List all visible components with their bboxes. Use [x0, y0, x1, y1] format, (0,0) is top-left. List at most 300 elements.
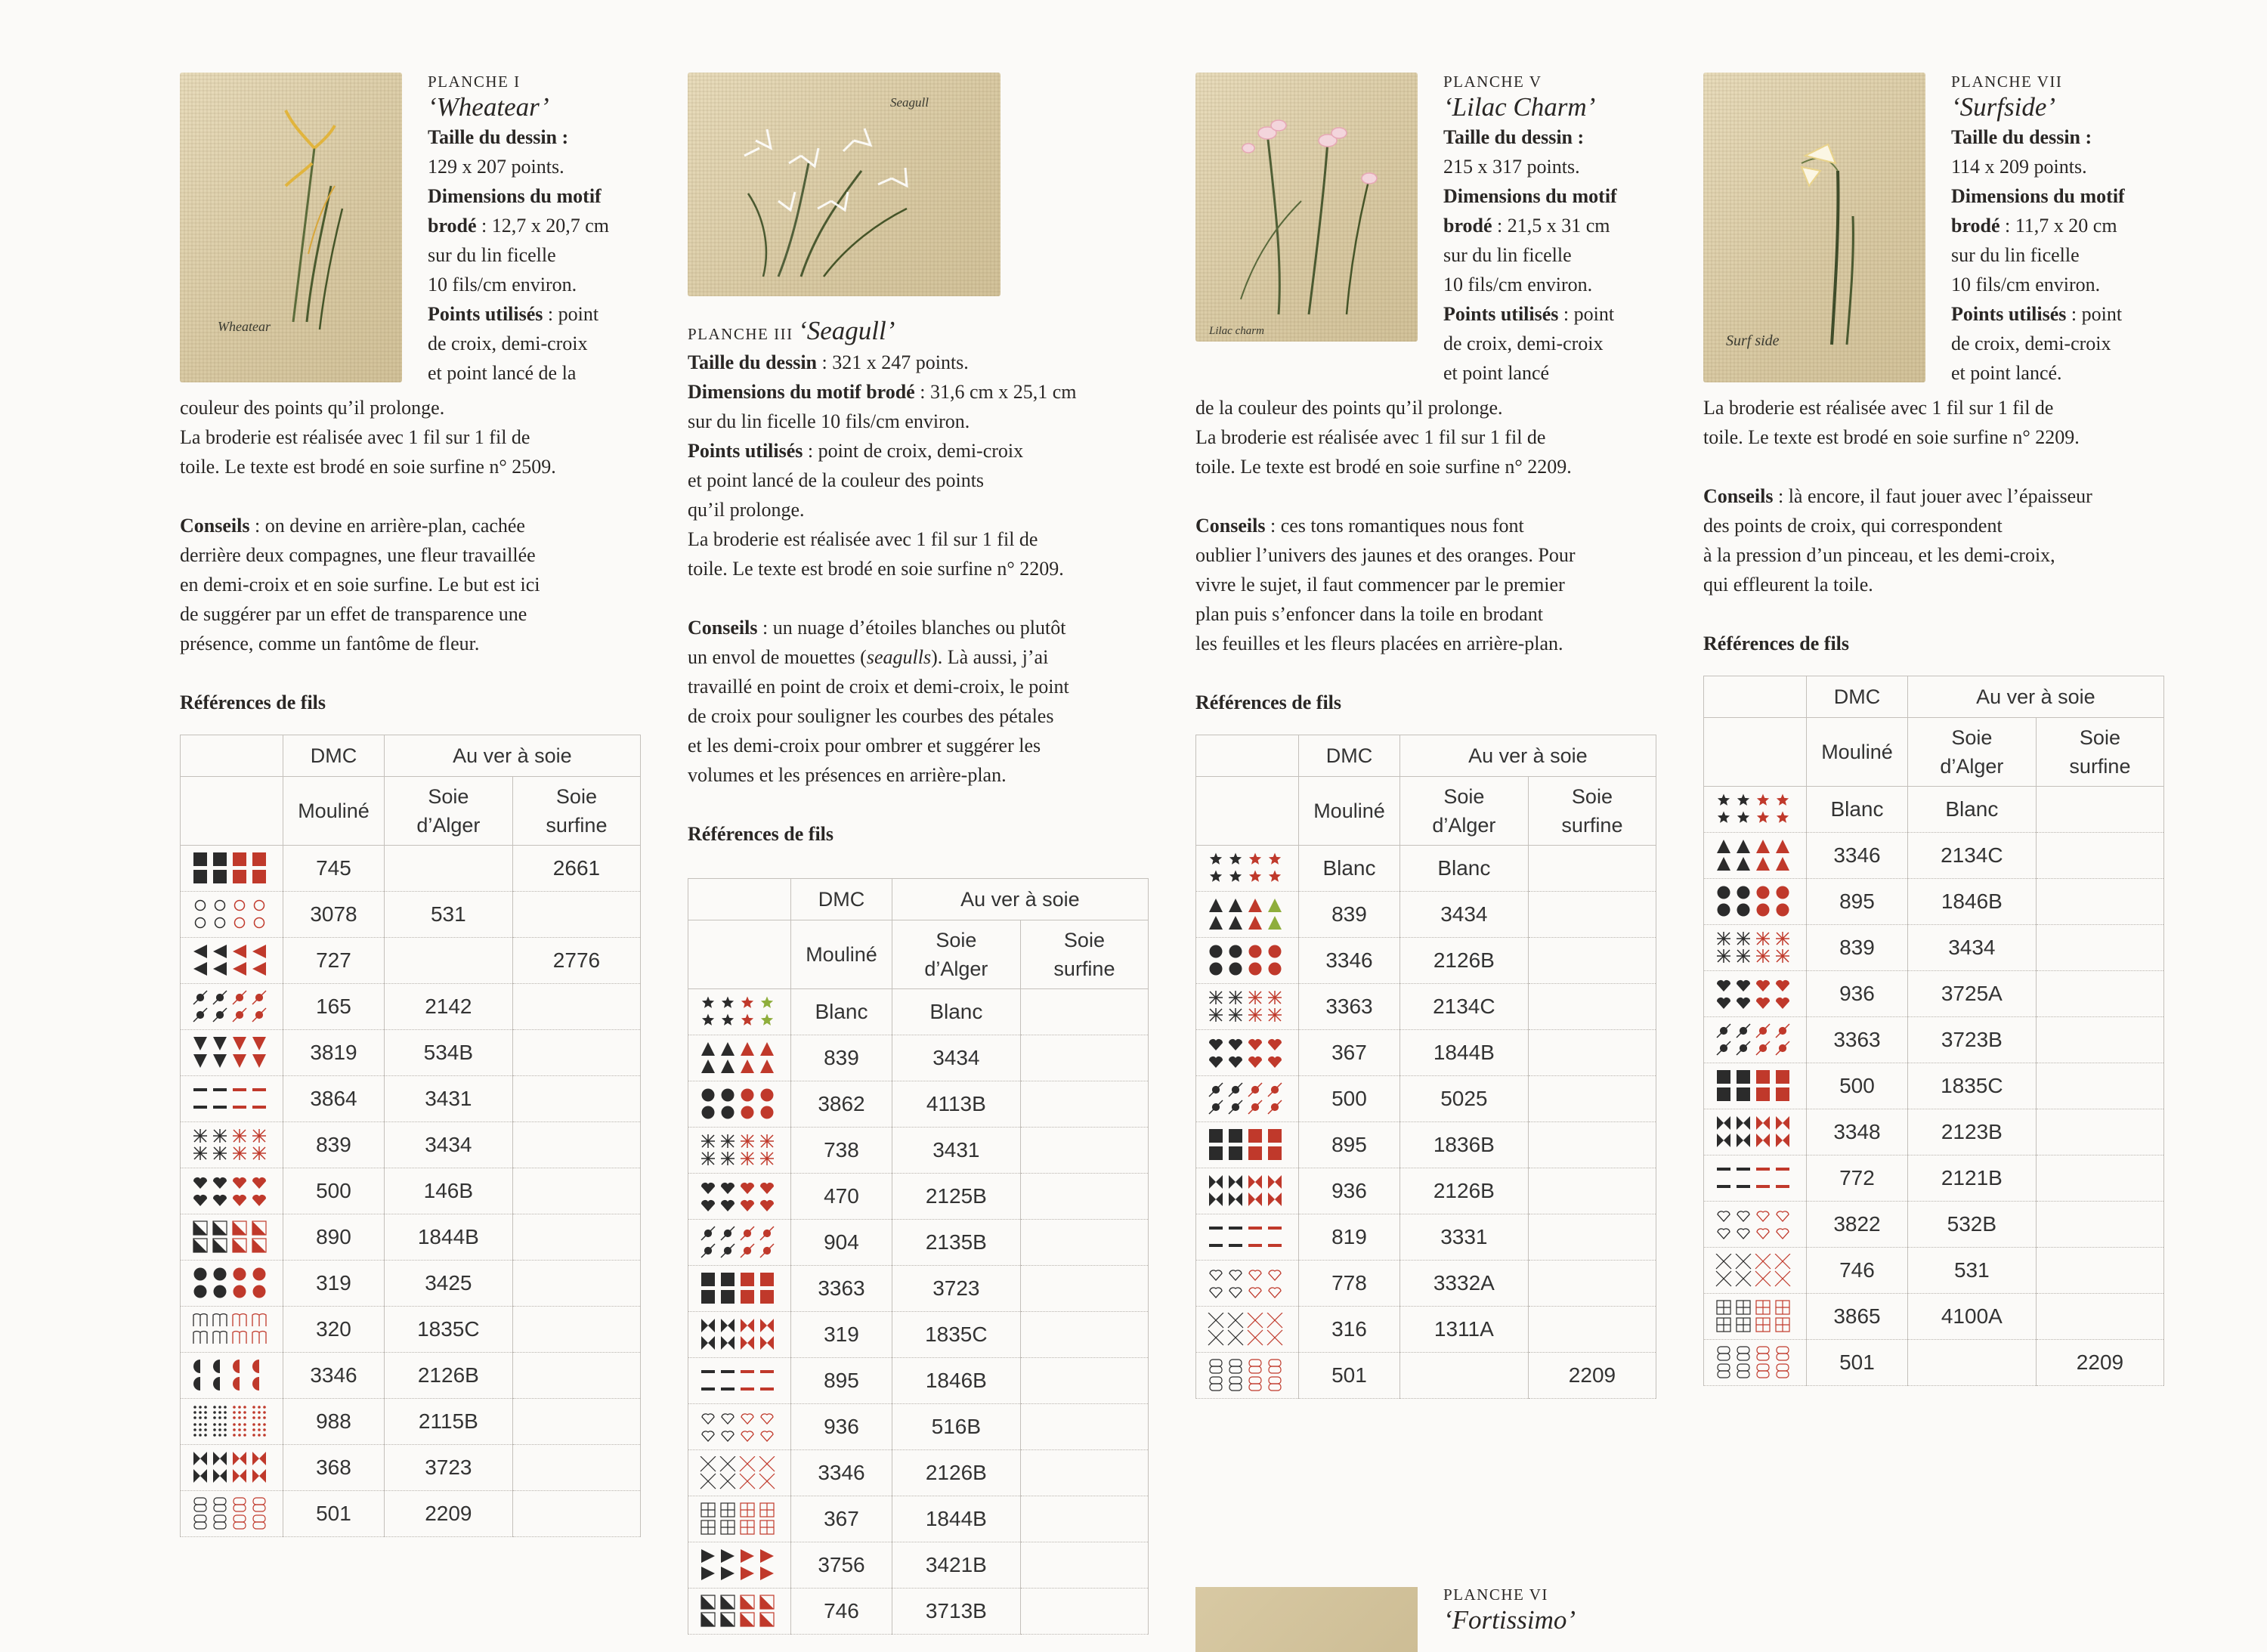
conseils-label: Conseils [180, 515, 250, 537]
alger-value: 3332A [1399, 1261, 1528, 1307]
points-text: : point [2066, 303, 2123, 325]
surfine-value [512, 1030, 640, 1076]
dmc-value: 3346 [791, 1450, 892, 1496]
conseils-text: de croix pour souligner les courbes des pétales [688, 705, 1054, 727]
plate-5-image-caption: Lilac charm [1209, 325, 1264, 337]
conseils-text: travaillé en point de croix et demi-croix, le point [688, 676, 1069, 698]
surfine-value [1020, 1404, 1148, 1450]
conseils-text: les feuilles et les fleurs placées en arrière-plan. [1195, 633, 1563, 654]
points-text: et point lancé. [1951, 362, 2062, 384]
dmc-value: Blanc [791, 989, 892, 1035]
thread-row [181, 1168, 641, 1214]
thread-row [1704, 1294, 2164, 1340]
dots-symbol-icon [192, 1405, 272, 1438]
bowtie-symbol-icon [1208, 1174, 1288, 1208]
alger-value: 3723 [384, 1445, 512, 1491]
body-line: toile. Le texte est brodé en soie surfine n° 2209. [1195, 456, 1572, 478]
conseils-label: Conseils [1703, 485, 1774, 507]
dmc-value: 3346 [1807, 833, 1908, 879]
star-g-symbol-icon [700, 995, 780, 1029]
symbol-cell [688, 1128, 791, 1174]
dims-label-b: brodé [428, 215, 477, 237]
thread-row [688, 1220, 1149, 1266]
symbol-cell [1196, 1076, 1299, 1122]
thread-row [181, 1307, 641, 1353]
thread-row [688, 989, 1149, 1035]
alger-value: 2123B [1907, 1109, 2036, 1155]
conseils-text: : on devine en arrière-plan, cachée [249, 515, 525, 537]
symbol-cell [1704, 1017, 1807, 1063]
alger-value: 3723B [1907, 1017, 2036, 1063]
thread-row [181, 1122, 641, 1168]
tri-up-symbol-icon [1715, 839, 1795, 872]
thread-row [1704, 925, 2164, 971]
conseils-text: qui effleurent la toile. [1703, 574, 1873, 596]
alger-value: 3425 [384, 1261, 512, 1307]
dmc-value: 895 [1807, 879, 1908, 925]
col-header-auver: Au ver à soie [892, 879, 1148, 920]
thread-row [181, 1076, 641, 1122]
fabric-count: 10 fils/cm environ. [428, 274, 577, 295]
dims-value: : 12,7 x 20,7 cm [476, 215, 610, 237]
dmc-value: 319 [283, 1261, 385, 1307]
size-label: Taille du dessin : [1443, 126, 1585, 148]
dash-symbol-icon [192, 1082, 272, 1115]
conseils-text: et les demi-croix pour ombrer et suggérer les [688, 735, 1041, 756]
symbol-cell [181, 1445, 283, 1491]
dmc-value: 3819 [283, 1030, 385, 1076]
plate-title: ‘Lilac Charm’ [1443, 92, 1596, 122]
plate-5-body [1195, 393, 1659, 717]
thread-row [1196, 1261, 1656, 1307]
surfine-value [512, 1491, 640, 1537]
conseils-emphasis: seagulls [866, 646, 932, 668]
alger-value: Blanc [1399, 846, 1528, 892]
dmc-value: 746 [1807, 1248, 1908, 1294]
alger-value: 1835C [384, 1307, 512, 1353]
alger-value: 2209 [384, 1491, 512, 1537]
alger-value: 3725A [1907, 971, 2036, 1017]
heart-symbol-icon [1715, 977, 1795, 1010]
dims-label-b: brodé [1951, 215, 2000, 237]
diag-symbol-icon [1208, 1082, 1288, 1115]
conseils-text: : un nuage d’étoiles blanches ou plutôt [757, 617, 1066, 639]
tri-left-symbol-icon [192, 944, 272, 977]
body-line: La broderie est réalisée avec 1 fil sur 1 fil de [1703, 397, 2054, 419]
symbol-cell [688, 989, 791, 1035]
asterisk-symbol-icon [1715, 931, 1795, 964]
alger-value: 1311A [1399, 1307, 1528, 1353]
halfcircle-symbol-icon [192, 1359, 272, 1392]
surfine-value [2036, 787, 2163, 833]
dmc-value: 3865 [1807, 1294, 1908, 1340]
alger-value: 2135B [892, 1220, 1020, 1266]
conseils-text: à la pression d’un pinceau, et les demi-croix, [1703, 544, 2055, 566]
body-line: toile. Le texte est brodé en soie surfine n° 2209. [1703, 426, 2080, 448]
thread-row [688, 1542, 1149, 1589]
fabric-count: 10 fils/cm environ. [1443, 274, 1593, 295]
symbol-cell [688, 1358, 791, 1404]
col-header-alger: Soie d’Alger [892, 920, 1020, 989]
alger-value: 4113B [892, 1081, 1020, 1128]
star-symbol-icon [1208, 852, 1288, 885]
symbol-cell [1704, 1155, 1807, 1202]
symbol-cell [688, 1174, 791, 1220]
dmc-value: 839 [1807, 925, 1908, 971]
dmc-value: 778 [1299, 1261, 1400, 1307]
surfine-value [1528, 1214, 1656, 1261]
alger-value: 1844B [1399, 1030, 1528, 1076]
symbol-cell [181, 1214, 283, 1261]
surfine-value [1528, 1261, 1656, 1307]
alger-value: 3723 [892, 1266, 1020, 1312]
surfine-value [2036, 1155, 2163, 1202]
dmc-value: 3348 [1807, 1109, 1908, 1155]
alger-value: 2126B [384, 1353, 512, 1399]
dmc-value: 988 [283, 1399, 385, 1445]
points-text: : point [1558, 303, 1615, 325]
alger-value: Blanc [1907, 787, 2036, 833]
symbol-cell [181, 1353, 283, 1399]
dims-label: Dimensions du motif [1951, 185, 2125, 207]
symbol-cell [181, 1030, 283, 1076]
points-text: et point lancé de la couleur des points [688, 469, 985, 491]
thread-table [180, 735, 641, 1537]
thread-row [1704, 1109, 2164, 1155]
col-header-mouline: Mouliné [1807, 718, 1908, 787]
points-text: qu’il prolonge. [688, 499, 805, 521]
plate-5-info [1443, 73, 1662, 388]
surfine-value [1020, 1589, 1148, 1635]
thread-row [181, 1214, 641, 1261]
thread-row [1704, 1340, 2164, 1386]
surfine-value [512, 1168, 640, 1214]
col-header-dmc: DMC [1807, 676, 1908, 718]
symbol-cell [181, 984, 283, 1030]
thread-row [1196, 846, 1656, 892]
surfine-value [512, 1261, 640, 1307]
col-header-dmc: DMC [283, 735, 385, 777]
diag-symbol-icon [700, 1226, 780, 1259]
dash-symbol-icon [1715, 1162, 1795, 1195]
refs-heading: Références de fils [688, 823, 834, 845]
symbol-cell [688, 1450, 791, 1496]
grid-symbol-icon [700, 1502, 780, 1536]
surfine-value [2036, 1063, 2163, 1109]
thread-row [1704, 1063, 2164, 1109]
points-text: : point de croix, demi-croix [803, 440, 1024, 462]
alger-value: 2126B [1399, 1168, 1528, 1214]
dmc-value: 772 [1807, 1155, 1908, 1202]
symbol-cell [1196, 1261, 1299, 1307]
col-header-mouline: Mouliné [791, 920, 892, 989]
symbol-cell [688, 1266, 791, 1312]
points-text: : point [543, 303, 599, 325]
surfine-value [1528, 1307, 1656, 1353]
plate-label: PLANCHE III [688, 325, 793, 343]
symbol-cell [1704, 787, 1807, 833]
plate-label: PLANCHE VI [1443, 1585, 1548, 1604]
symbol-cell [181, 1261, 283, 1307]
col-header-auver: Au ver à soie [1399, 735, 1656, 777]
cross-o-symbol-icon [1715, 1254, 1795, 1287]
surfine-value [2036, 1017, 2163, 1063]
symbol-cell [181, 1399, 283, 1445]
dmc-value: 500 [1299, 1076, 1400, 1122]
alger-value: 3713B [892, 1589, 1020, 1635]
tri-up-symbol-icon [700, 1041, 780, 1075]
eight-symbol-icon [192, 1497, 272, 1530]
thread-row [688, 1266, 1149, 1312]
symbol-cell [688, 1589, 791, 1635]
star-symbol-icon [1715, 793, 1795, 826]
col-header-dmc: DMC [791, 879, 892, 920]
tri-down-symbol-icon [192, 1036, 272, 1069]
symbol-cell [1196, 1353, 1299, 1399]
points-label: Points utilisés [428, 303, 543, 325]
alger-value: 3434 [1399, 892, 1528, 938]
dmc-value: 3822 [1807, 1202, 1908, 1248]
alger-value: 2126B [892, 1450, 1020, 1496]
alger-value [384, 846, 512, 892]
thread-row [181, 984, 641, 1030]
surfine-value [2036, 1294, 2163, 1340]
plate-6-thumbnail [1195, 1587, 1418, 1652]
body-line: La broderie est réalisée avec 1 fil sur 1 fil de [1195, 426, 1546, 448]
cross-o-symbol-icon [700, 1456, 780, 1490]
heart-o-symbol-icon [1208, 1267, 1288, 1300]
thread-row [1196, 1122, 1656, 1168]
dmc-value: 500 [283, 1168, 385, 1214]
col-header-alger: Soie d’Alger [1907, 718, 2036, 787]
alger-value: 1846B [892, 1358, 1020, 1404]
surfine-value [1528, 1030, 1656, 1076]
thread-row [1196, 1168, 1656, 1214]
bowtie-symbol-icon [700, 1318, 780, 1351]
refs-heading: Références de fils [1703, 633, 1850, 654]
alger-value: 532B [1907, 1202, 2036, 1248]
fabric-text: sur du lin ficelle [428, 244, 556, 266]
alger-value: 3431 [384, 1076, 512, 1122]
body-line: de la couleur des points qu’il prolonge. [1195, 397, 1503, 419]
dmc-value: 3864 [283, 1076, 385, 1122]
fabric-text: sur du lin ficelle [1443, 244, 1572, 266]
thread-row [688, 1496, 1149, 1542]
surfine-value [2036, 833, 2163, 879]
surfine-value: 2209 [1528, 1353, 1656, 1399]
dmc-value: 3363 [1299, 984, 1400, 1030]
thread-row [1704, 1248, 2164, 1294]
surfine-value [2036, 925, 2163, 971]
plate-7-thumbnail [1703, 73, 1925, 382]
alger-value: 5025 [1399, 1076, 1528, 1122]
alger-value: Blanc [892, 989, 1020, 1035]
conseils-text: : ces tons romantiques nous font [1265, 515, 1524, 537]
alger-value: 2134C [1399, 984, 1528, 1030]
thread-row [688, 1450, 1149, 1496]
conseils-text: plan puis s’enfoncer dans la toile en brodant [1195, 603, 1543, 625]
heart-o-symbol-icon [1715, 1208, 1795, 1241]
dmc-value: 501 [1299, 1353, 1400, 1399]
surfine-value [1528, 1076, 1656, 1122]
points-text: de croix, demi-croix [428, 333, 588, 354]
plate-1-body [180, 393, 644, 717]
symbol-cell [1196, 984, 1299, 1030]
thread-row [181, 1445, 641, 1491]
refs-heading: Références de fils [1195, 691, 1342, 713]
plate-label: PLANCHE I [428, 73, 521, 91]
col-header-mouline: Mouliné [1299, 777, 1400, 846]
conseils-label: Conseils [688, 617, 758, 639]
plate-1-image-caption: Wheatear [218, 319, 271, 334]
dims-label: Dimensions du motif brodé [688, 381, 915, 403]
dmc-value: 819 [1299, 1214, 1400, 1261]
conseils-text: derrière deux compagnes, une fleur travaillée [180, 544, 536, 566]
alger-value: 1846B [1907, 879, 2036, 925]
surfine-value [512, 1307, 640, 1353]
circle-symbol-icon [192, 1267, 272, 1300]
col-header-auver: Au ver à soie [384, 735, 640, 777]
square-symbol-icon [1715, 1069, 1795, 1103]
thread-row [1196, 1307, 1656, 1353]
dmc-value: 936 [1299, 1168, 1400, 1214]
thread-row [688, 1128, 1149, 1174]
points-label: Points utilisés [1951, 303, 2067, 325]
symbol-cell [1196, 1214, 1299, 1261]
points-label: Points utilisés [688, 440, 803, 462]
size-value: 129 x 207 points. [428, 156, 564, 178]
circle-symbol-icon [1715, 885, 1795, 918]
thread-row [1196, 984, 1656, 1030]
dmc-value: 316 [1299, 1307, 1400, 1353]
surfine-value [1020, 1220, 1148, 1266]
thread-row [181, 892, 641, 938]
plate-title: ‘Fortissimo’ [1443, 1605, 1576, 1635]
dmc-value: 745 [283, 846, 385, 892]
symbol-cell [1704, 833, 1807, 879]
dmc-value: 839 [283, 1122, 385, 1168]
body-line: couleur des points qu’il prolonge. [180, 397, 445, 419]
dmc-value: 500 [1807, 1063, 1908, 1109]
alger-value: 1835C [1907, 1063, 2036, 1109]
plate-title: ‘Surfside’ [1951, 92, 2056, 122]
surfine-value [2036, 971, 2163, 1017]
col-header-mouline: Mouliné [283, 777, 385, 846]
circle-symbol-icon [700, 1087, 780, 1121]
surfine-value [1020, 1450, 1148, 1496]
thread-row [1196, 1353, 1656, 1399]
refs-heading: Références de fils [180, 691, 326, 713]
size-value: : 321 x 247 points. [817, 351, 969, 373]
symbol-cell [688, 1542, 791, 1589]
thread-row [1704, 1155, 2164, 1202]
thread-row [1196, 938, 1656, 984]
surfine-value [2036, 1248, 2163, 1294]
thread-row [688, 1404, 1149, 1450]
surfine-value [1528, 938, 1656, 984]
dmc-value: 501 [283, 1491, 385, 1537]
dash-symbol-icon [1208, 1220, 1288, 1254]
diag-symbol-icon [192, 990, 272, 1023]
symbol-cell [688, 1220, 791, 1266]
dims-label-b: brodé [1443, 215, 1492, 237]
dmc-value: 3862 [791, 1081, 892, 1128]
dash-symbol-icon [700, 1364, 780, 1397]
alger-value: 3434 [384, 1122, 512, 1168]
surfine-value [1020, 1174, 1148, 1220]
dmc-value: 3363 [791, 1266, 892, 1312]
heart-symbol-icon [192, 1174, 272, 1208]
dmc-value: 470 [791, 1174, 892, 1220]
dmc-value: 839 [791, 1035, 892, 1081]
dims-label: Dimensions du motif [428, 185, 602, 207]
alger-value: 146B [384, 1168, 512, 1214]
conseils-text: présence, comme un fantôme de fleur. [180, 633, 480, 654]
bowtie-symbol-icon [192, 1451, 272, 1484]
thread-row [181, 1030, 641, 1076]
thread-row [688, 1312, 1149, 1358]
thread-row [1704, 1202, 2164, 1248]
symbol-cell [181, 1491, 283, 1537]
heart-symbol-icon [700, 1180, 780, 1213]
surfine-value [1020, 1312, 1148, 1358]
alger-value: 2121B [1907, 1155, 2036, 1202]
symbol-cell [181, 1307, 283, 1353]
symbol-cell [181, 892, 283, 938]
col-header-auver: Au ver à soie [1907, 676, 2163, 718]
thread-row [1704, 971, 2164, 1017]
dims-value: : 21,5 x 31 cm [1492, 215, 1610, 237]
dmc-value: 746 [791, 1589, 892, 1635]
thread-row [181, 1353, 641, 1399]
surfine-value [512, 1076, 640, 1122]
surfine-value [512, 1353, 640, 1399]
dmc-value: 501 [1807, 1340, 1908, 1386]
alger-value: 1844B [892, 1496, 1020, 1542]
heart-o-symbol-icon [700, 1410, 780, 1443]
size-label: Taille du dessin [688, 351, 818, 373]
points-text: et point lancé [1443, 362, 1550, 384]
thread-row [181, 938, 641, 984]
thread-row [1704, 833, 2164, 879]
dmc-value: 890 [283, 1214, 385, 1261]
dmc-value: 936 [1807, 971, 1908, 1017]
alger-value: 4100A [1907, 1294, 2036, 1340]
alger-value: 3434 [1907, 925, 2036, 971]
plate-6-header [1443, 1585, 1576, 1635]
circle-symbol-icon [1208, 944, 1288, 977]
symbol-cell [1704, 879, 1807, 925]
symbol-cell [181, 1076, 283, 1122]
dmc-value: 319 [791, 1312, 892, 1358]
dmc-value: 367 [1299, 1030, 1400, 1076]
plate-1-thumbnail [180, 73, 402, 382]
symbol-cell [1704, 925, 1807, 971]
col-header-surfine: Soie surfine [2036, 718, 2163, 787]
surfine-value [2036, 879, 2163, 925]
symbol-cell [181, 938, 283, 984]
surfine-value [1528, 1168, 1656, 1214]
thread-row [181, 846, 641, 892]
dmc-value: 3756 [791, 1542, 892, 1589]
surfine-value [1020, 1496, 1148, 1542]
plate-1-info [428, 73, 647, 388]
col-header-surfine: Soie surfine [1020, 920, 1148, 989]
square-symbol-icon [1208, 1128, 1288, 1162]
alger-value: 3331 [1399, 1214, 1528, 1261]
alger-value: 2115B [384, 1399, 512, 1445]
dmc-value: 320 [283, 1307, 385, 1353]
